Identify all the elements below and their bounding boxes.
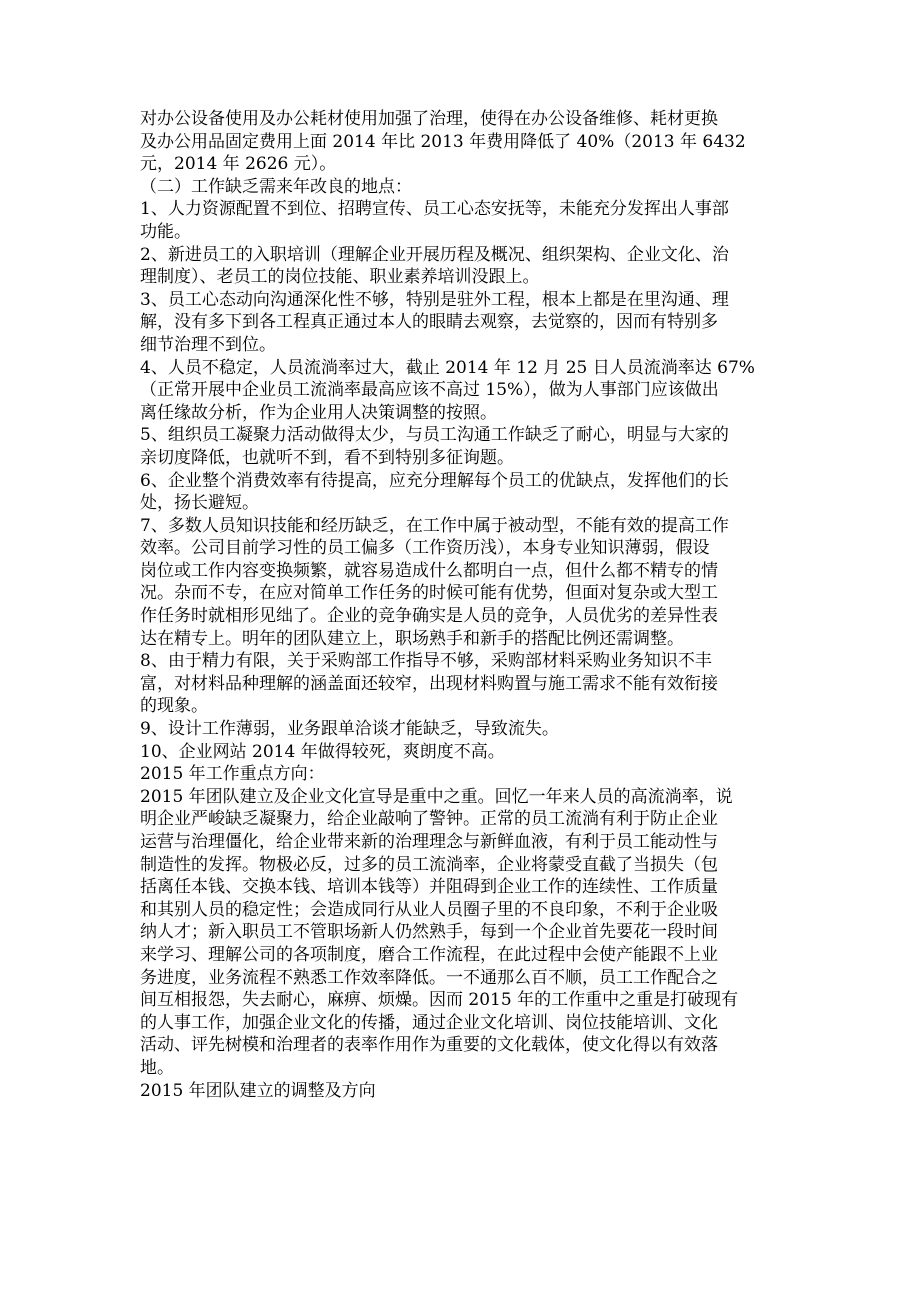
list-item-line: 5、组织员工凝聚力活动做得太少，与员工沟通工作缺乏了耐心，明显与大家的 [140,425,729,446]
list-item-line: 处，扬长避短。 [140,493,259,514]
section-heading: 2015 年团队建立的调整及方向 [140,1080,376,1101]
list-item-line: 6、企业整个消费效率有待提高，应充分理解每个员工的优缺点，发挥他们的长 [140,470,729,491]
text-line: 元，2014 年 2626 元）。 [140,154,337,175]
list-item-line: 亲切度降低，也就听不到，看不到特别多征询题。 [140,447,514,468]
text-line: 活动、评先树模和治理者的表率作用作为重要的文化载体，使文化得以有效落 [140,1035,718,1056]
text-line: 的人事工作，加强企业文化的传播，通过企业文化培训、岗位技能培训、文化 [140,1012,718,1033]
text-line: 运营与治理僵化，给企业带来新的治理理念与新鲜血液，有利于员工能动性与 [140,832,718,852]
list-item-line: 细节治理不到位。 [140,334,276,355]
text-line: 及办公用品固定费用上面 2014 年比 2013 年费用降低了 40%（2013 年 6432 [140,131,746,152]
text-line: 来学习、理解公司的各项制度，磨合工作流程，在此过程中会使产能跟不上业 [140,944,718,965]
list-item-line: 富，对材料品种理解的涵盖面还较窄，出现材料购置与施工需求不能有效衔接 [140,673,718,694]
text-line: 地。 [140,1057,174,1078]
text-line: 务进度，业务流程不熟悉工作效率降低。一不通那么百不顺，员工工作配合之 [140,967,718,988]
text-line: 对办公设备使用及办公耗材使用加强了治理，使得在办公设备维修、耗材更换 [140,109,718,129]
list-item-line: 岗位或工作内容变换频繁，就容易造成什么都明白一点，但什么都不精专的情 [140,560,718,581]
text-line: 明企业严峻缺乏凝聚力，给企业敲响了警钟。正常的员工流淌有利于防止企业 [140,809,718,830]
list-item-line: 理制度）、老员工的岗位技能、职业素养培训没跟上。 [140,267,540,288]
list-item-line: 功能。 [140,221,191,242]
document-body [140,108,790,1102]
text-line: 2015 年团队建立及企业文化宣导是重中之重。回忆一年来人员的高流淌率，说 [140,786,733,807]
text-line: 间互相报怨，失去耐心，麻痹、烦燥。因而 2015 年的工作重中之重是打破现有 [140,990,739,1011]
list-item-line: 10、企业网站 2014 年做得较死，爽朗度不高。 [140,741,505,762]
section-heading: （二）工作缺乏需来年改良的地点： [140,176,412,197]
list-item-line: 8、由于精力有限，关于采购部工作指导不够，采购部材料采购业务知识不丰 [140,651,712,672]
text-line: 括离任本钱、交换本钱、培训本钱等）并阻碍到企业工作的连续性、工作质量 [140,877,718,898]
section-heading: 2015 年工作重点方向： [140,764,325,785]
list-item-line: 效率。公司目前学习性的员工偏多（工作资历浅），本身专业知识薄弱，假设 [140,538,710,559]
list-item-line: 1、人力资源配置不到位、招聘宣传、员工心态安抚等，未能充分发挥出人事部 [140,199,729,220]
text-line: 纳人才；新入职员工不管职场新人仍然熟手，每到一个企业首先要花一段时间 [140,922,718,943]
list-item-line: 4、人员不稳定，人员流淌率过大，截止 2014 年 12 月 25 日人员流淌率达 67% [140,357,755,378]
list-item-line: 解，没有多下到各工程真正通过本人的眼睛去观察，去觉察的，因而有特别多 [140,312,718,333]
list-item-line: 7、多数人员知识技能和经历缺乏，在工作中属于被动型，不能有效的提高工作 [140,515,729,536]
list-item-line: 况。杂而不专，在应对简单工作任务的时候可能有优势，但面对复杂或大型工 [140,583,718,604]
text-line: 和其别人员的稳定性；会造成同行从业人员圈子里的不良印象，不利于企业吸 [140,899,718,920]
list-item-line: 3、员工心态动向沟通深化性不够，特别是驻外工程，根本上都是在里沟通、理 [140,289,729,310]
list-item-line: 2、新进员工的入职培训（理解企业开展历程及概况、组织架构、企业文化、治 [140,244,729,265]
list-item-line: 9、设计工作薄弱，业务跟单洽谈才能缺乏，导致流失。 [140,719,559,740]
text-line: 制造性的发挥。物极必反，过多的员工流淌率，企业将蒙受直截了当损失（包 [140,854,718,875]
list-item-line: 离任缘故分析，作为企业用人决策调整的按照。 [140,402,497,423]
list-item-line: 的现象。 [140,696,208,717]
list-item-line: 作任务时就相形见绌了。企业的竞争确实是人员的竞争，人员优劣的差异性表 [140,606,718,627]
list-item-line: （正常开展中企业员工流淌率最高应该不高过 15%），做为人事部门应该做出 [140,380,719,401]
list-item-line: 达在精专上。明年的团队建立上，职场熟手和新手的搭配比例还需调整。 [140,628,684,649]
